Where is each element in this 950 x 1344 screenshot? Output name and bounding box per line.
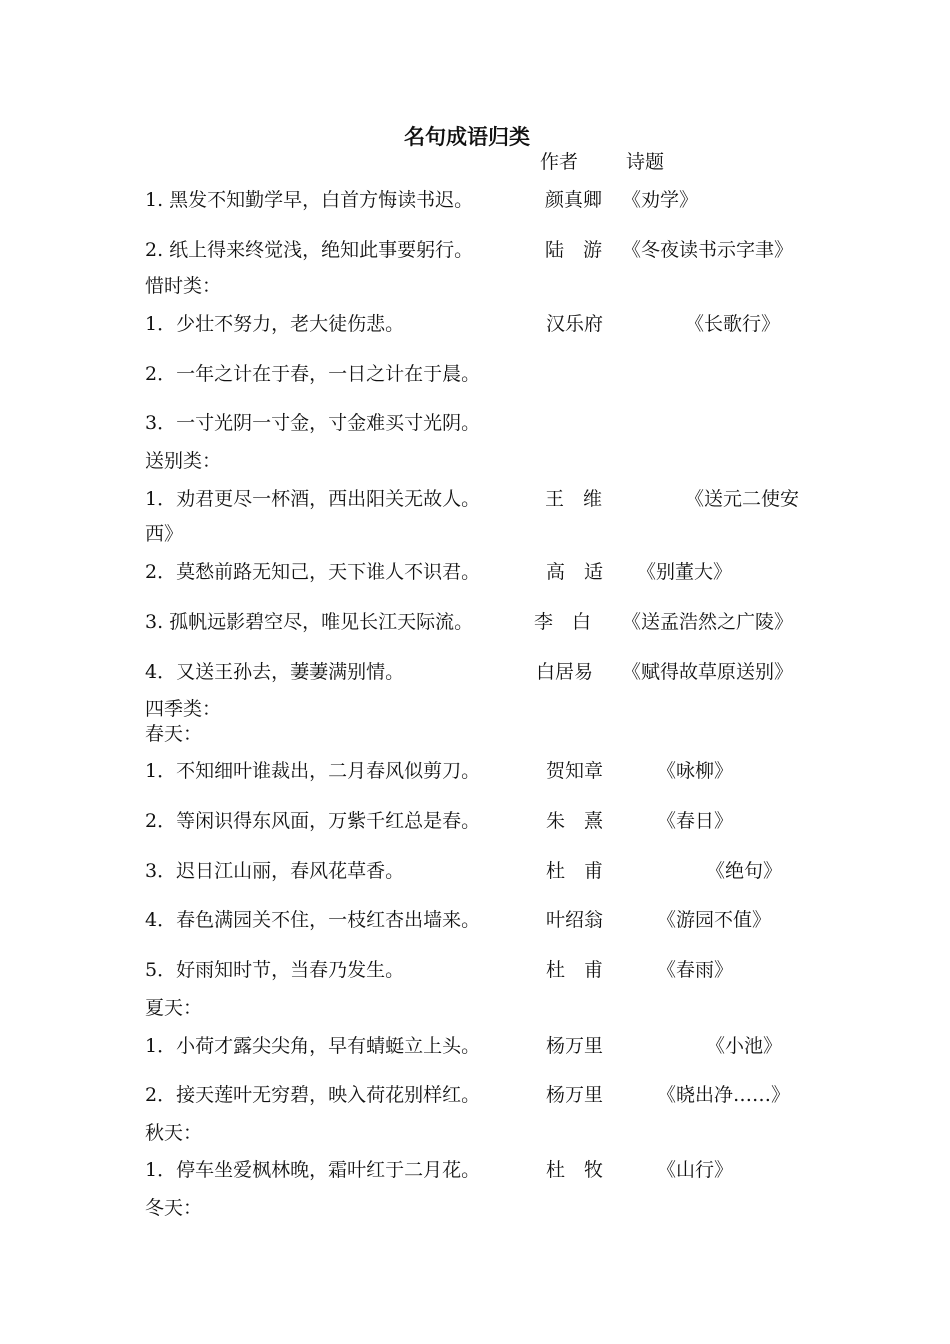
quote-author: 杜 甫 bbox=[546, 959, 604, 981]
quote-poem: 《送元二使安 bbox=[685, 488, 800, 510]
quote-poem: 《小池》 bbox=[706, 1035, 783, 1057]
quote-author: 杨万里 bbox=[546, 1035, 604, 1057]
quote-poem: 《赋得故草原送别》 bbox=[622, 661, 794, 683]
quote-poem-continuation: 西》 bbox=[145, 523, 184, 545]
quote-line: 3．迟日江山丽，春风花草香。 bbox=[145, 860, 405, 882]
quote-author: 李 白 bbox=[534, 611, 592, 633]
quote-poem: 《游园不值》 bbox=[657, 909, 772, 931]
quote-poem: 《晓出净……》 bbox=[657, 1084, 791, 1106]
quote-poem: 《送孟浩然之广陵》 bbox=[622, 611, 794, 633]
quote-author: 杜 牧 bbox=[546, 1159, 604, 1181]
quote-author: 杨万里 bbox=[546, 1084, 604, 1106]
season-heading: 冬天： bbox=[145, 1197, 203, 1219]
poem-column-header: 诗题 bbox=[626, 151, 665, 173]
quote-line: 1．不知细叶谁裁出，二月春风似剪刀。 bbox=[145, 760, 481, 782]
quote-author: 杜 甫 bbox=[546, 860, 604, 882]
quote-line: 5．好雨知时节，当春乃发生。 bbox=[145, 959, 405, 981]
category-heading: 四季类： bbox=[145, 698, 222, 720]
author-column-header: 作者 bbox=[540, 151, 579, 173]
quote-poem: 《别董大》 bbox=[637, 561, 733, 583]
quote-line: 4．春色满园关不住，一枝红杏出墙来。 bbox=[145, 909, 481, 931]
quote-author: 白居易 bbox=[536, 661, 594, 683]
quote-line: 3．一寸光阴一寸金，寸金难买寸光阴。 bbox=[145, 412, 481, 434]
quote-poem: 《山行》 bbox=[657, 1159, 734, 1181]
quote-author: 陆 游 bbox=[545, 239, 603, 261]
category-heading: 送别类： bbox=[145, 450, 222, 472]
quote-line: 2．莫愁前路无知己，天下谁人不识君。 bbox=[145, 561, 481, 583]
quote-author: 颜真卿 bbox=[545, 189, 603, 211]
quote-author: 高 适 bbox=[546, 561, 604, 583]
quote-author: 王 维 bbox=[545, 488, 603, 510]
quote-author: 汉乐府 bbox=[546, 313, 604, 335]
quote-line: 1. 黑发不知勤学早，白首方悔读书迟。 bbox=[145, 189, 474, 211]
category-heading: 惜时类： bbox=[145, 275, 222, 297]
quote-author: 贺知章 bbox=[546, 760, 604, 782]
season-heading: 夏天： bbox=[145, 997, 203, 1019]
quote-poem: 《劝学》 bbox=[622, 189, 699, 211]
quote-line: 2. 纸上得来终觉浅，绝知此事要躬行。 bbox=[145, 239, 474, 261]
quote-line: 4．又送王孙去，萋萋满别情。 bbox=[145, 661, 405, 683]
quote-poem: 《绝句》 bbox=[706, 860, 783, 882]
quote-line: 1．少壮不努力，老大徒伤悲。 bbox=[145, 313, 405, 335]
quote-line: 1．小荷才露尖尖角，早有蜻蜓立上头。 bbox=[145, 1035, 481, 1057]
season-heading: 春天： bbox=[145, 723, 203, 745]
quote-poem: 《春日》 bbox=[657, 810, 734, 832]
quote-line: 2．等闲识得东风面，万紫千红总是春。 bbox=[145, 810, 481, 832]
quote-line: 2．接天莲叶无穷碧，映入荷花别样红。 bbox=[145, 1084, 481, 1106]
quote-line: 1．停车坐爱枫林晚，霜叶红于二月花。 bbox=[145, 1159, 481, 1181]
season-heading: 秋天： bbox=[145, 1122, 203, 1144]
quote-line: 1．劝君更尽一杯酒，西出阳关无故人。 bbox=[145, 488, 481, 510]
page-title: 名句成语归类 bbox=[404, 124, 530, 149]
quote-poem: 《春雨》 bbox=[657, 959, 734, 981]
quote-poem: 《冬夜读书示字聿》 bbox=[622, 239, 794, 261]
quote-line: 3. 孤帆远影碧空尽，唯见长江天际流。 bbox=[145, 611, 474, 633]
quote-author: 叶绍翁 bbox=[546, 909, 604, 931]
quote-poem: 《长歌行》 bbox=[685, 313, 781, 335]
quote-author: 朱 熹 bbox=[546, 810, 604, 832]
quote-poem: 《咏柳》 bbox=[657, 760, 734, 782]
quote-line: 2．一年之计在于春，一日之计在于晨。 bbox=[145, 363, 481, 385]
